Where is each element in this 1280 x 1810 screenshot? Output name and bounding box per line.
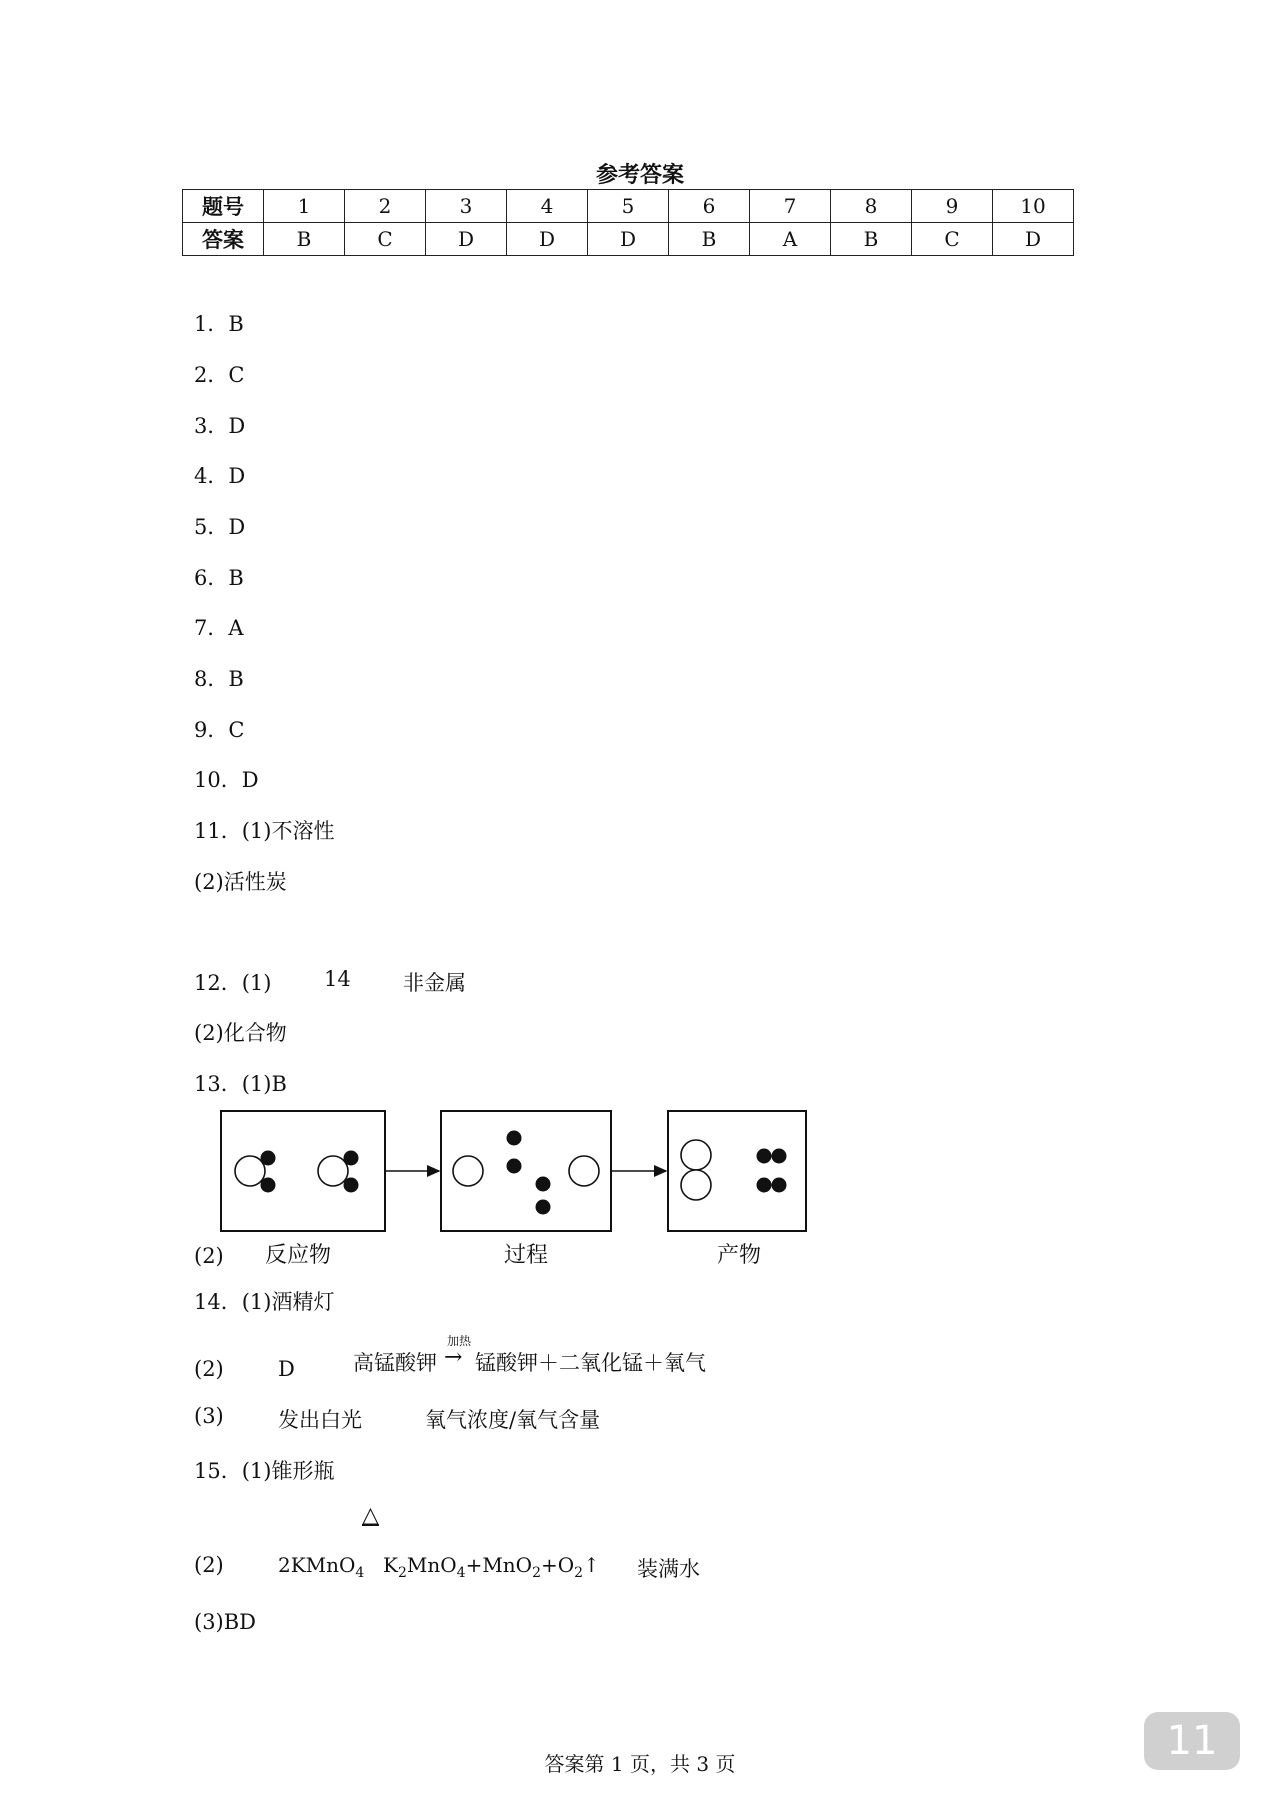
q12-part1-label: 12．(1): [194, 971, 272, 995]
answer-2: 2．C: [194, 363, 245, 387]
diagram-label-process: 过程: [504, 1243, 549, 1268]
answer-table: [182, 189, 1074, 256]
free-small-atom: [507, 1131, 522, 1146]
q14-part2-answer: D: [278, 1357, 295, 1381]
small-atom: [772, 1149, 787, 1164]
diagram-label-reactants: 反应物: [265, 1243, 332, 1268]
answer-6: 6．B: [194, 566, 244, 590]
row-header-answer: 答案: [183, 223, 264, 256]
number-cell: 1: [264, 190, 345, 223]
free-small-atom: [507, 1159, 522, 1174]
number-cell: 6: [669, 190, 750, 223]
answer-cell: B: [831, 223, 912, 256]
answer-cell: B: [264, 223, 345, 256]
reaction-diagram: [220, 1110, 810, 1236]
number-cell: 10: [993, 190, 1074, 223]
answer-1: 1．B: [194, 312, 244, 336]
number-cell: 9: [912, 190, 993, 223]
table-row-answers: [183, 223, 1074, 256]
answer-9: 9．C: [194, 718, 245, 742]
q14-part3-a: 发出白光: [278, 1408, 362, 1432]
page-title: 参考答案: [595, 162, 684, 188]
q11-part1: 11．(1)不溶性: [194, 819, 335, 843]
answer-cell: D: [426, 223, 507, 256]
free-small-atom: [536, 1177, 551, 1192]
large-atom: [681, 1170, 711, 1200]
number-cell: 8: [831, 190, 912, 223]
small-atom: [757, 1178, 772, 1193]
small-atom: [772, 1178, 787, 1193]
q11-part2: (2)活性炭: [194, 870, 287, 894]
q12-part2: (2)化合物: [194, 1021, 287, 1045]
product-molecule-small-1: [757, 1149, 787, 1164]
q15-part2-c: 装满水: [637, 1557, 700, 1581]
q12-type: 非金属: [403, 971, 466, 995]
answer-cell: D: [588, 223, 669, 256]
q14-reactant: 高锰酸钾: [353, 1351, 437, 1375]
large-atom: [318, 1156, 348, 1186]
number-cell: 7: [750, 190, 831, 223]
q13-part1: 13．(1)B: [194, 1072, 287, 1096]
free-large-atom: [569, 1156, 599, 1186]
answer-cell: C: [912, 223, 993, 256]
table-row-numbers: [183, 190, 1074, 223]
q15-equation-reactant: 2KMnO$_4$: [278, 1553, 365, 1581]
q12-number: 14: [324, 967, 351, 991]
q15-equation-products: $K_2MnO_4+MnO_2+O_2↑$: [383, 1553, 600, 1581]
answer-10: 10．D: [194, 768, 259, 792]
number-cell: 5: [588, 190, 669, 223]
answer-cell: C: [345, 223, 426, 256]
reaction-arrow-icon: →: [444, 1345, 463, 1370]
q14-part1: 14．(1)酒精灯: [194, 1290, 335, 1314]
page-number-badge: 11: [1144, 1712, 1240, 1770]
answer-cell: D: [993, 223, 1074, 256]
answer-cell: A: [750, 223, 831, 256]
q15-part3: (3)BD: [194, 1610, 257, 1634]
number-cell: 4: [507, 190, 588, 223]
small-atom: [261, 1151, 276, 1166]
heat-condition-icon: △: [362, 1503, 379, 1528]
answer-cell: B: [669, 223, 750, 256]
answer-4: 4．D: [194, 464, 246, 488]
answer-7: 7．A: [194, 616, 244, 640]
q14-products: 锰酸钾＋二氧化锰＋氧气: [475, 1351, 706, 1375]
answer-cell: D: [507, 223, 588, 256]
q15-part2-label: (2): [194, 1553, 224, 1577]
free-small-atom: [536, 1200, 551, 1215]
q14-part3-label: (3): [194, 1404, 224, 1428]
large-atom: [681, 1140, 711, 1170]
large-atom: [235, 1156, 265, 1186]
reactant-molecule-2: [318, 1151, 359, 1193]
small-atom: [261, 1178, 276, 1193]
number-cell: 3: [426, 190, 507, 223]
product-molecule-small-2: [757, 1178, 787, 1193]
row-header-number: 题号: [183, 190, 264, 223]
free-large-atom: [453, 1156, 483, 1186]
q14-part2-label: (2): [194, 1357, 224, 1381]
answer-3: 3．D: [194, 414, 246, 438]
small-atom: [757, 1149, 772, 1164]
q15-part1: 15．(1)锥形瓶: [194, 1459, 335, 1483]
reactant-molecule-1: [235, 1151, 276, 1193]
number-cell: 2: [345, 190, 426, 223]
q14-condition: 加热: [447, 1334, 472, 1348]
answer-5: 5．D: [194, 515, 246, 539]
small-atom: [344, 1151, 359, 1166]
product-molecule-large: [681, 1140, 711, 1200]
q14-part3-b: 氧气浓度/氧气含量: [425, 1408, 601, 1432]
answer-8: 8．B: [194, 667, 244, 691]
small-atom: [344, 1178, 359, 1193]
page-footer: 答案第 1 页，共 3 页: [544, 1752, 736, 1776]
q13-part2-label: (2): [194, 1244, 224, 1268]
diagram-label-products: 产物: [717, 1243, 762, 1268]
